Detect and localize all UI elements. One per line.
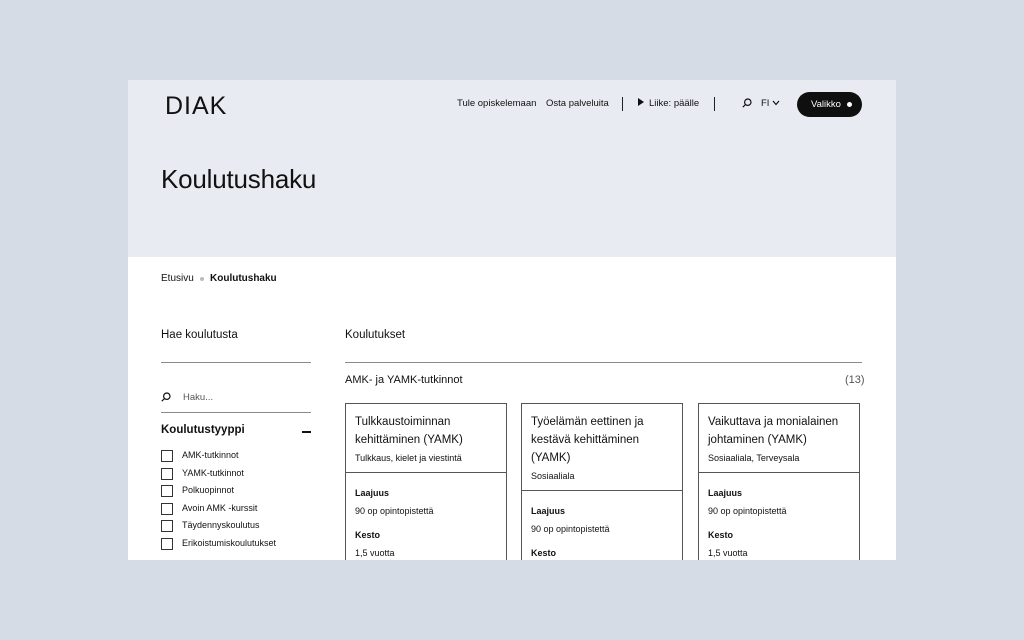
card-subtitle: Tulkkaus, kielet ja viestintä [355, 453, 462, 463]
search-input[interactable] [183, 389, 303, 405]
nav-divider [714, 97, 715, 111]
card-title-line: kehittäminen (YAMK) [355, 434, 463, 446]
duration-label: Kesto [531, 548, 557, 558]
sidebar-heading: Hae koulutusta [161, 329, 238, 341]
play-icon [637, 98, 645, 106]
card-title-line: Työelämän eettinen ja [531, 416, 644, 428]
card-subtitle: Sosiaaliala, Terveysala [708, 453, 800, 463]
nav-link-osta-palveluita[interactable]: Osta palveluita [546, 98, 609, 109]
checkbox-label[interactable]: Erikoistumiskoulutukset [182, 538, 277, 548]
card-title [355, 413, 500, 449]
scope-value: 90 op opintopistettä [355, 506, 434, 516]
duration-value: 1,5 vuotta [355, 548, 395, 558]
checkbox-label[interactable]: AMK-tutkinnot [182, 450, 239, 460]
checkbox-label[interactable]: Avoin AMK -kurssit [182, 503, 258, 513]
card-title-line: kestävä kehittäminen [531, 434, 640, 446]
breadcrumb-separator [200, 277, 204, 281]
scope-label: Laajuus [531, 506, 566, 516]
course-card[interactable] [345, 403, 507, 560]
filter-heading-koulutustyyppi[interactable]: Koulutustyyppi [161, 424, 245, 436]
chevron-down-icon [772, 100, 780, 106]
card-title-line: Tulkkaustoiminnan [355, 416, 451, 428]
menu-button-label: Valikko [811, 99, 841, 110]
nav-link-tule-opiskelemaan[interactable]: Tule opiskelemaan [457, 98, 537, 109]
breadcrumb-current: Koulutushaku [210, 273, 277, 284]
card-title [708, 413, 853, 449]
divider [345, 362, 862, 363]
duration-label: Kesto [355, 530, 381, 540]
checkbox-label[interactable]: YAMK-tutkinnot [182, 468, 244, 478]
checkbox-yamk-tutkinnot[interactable] [161, 468, 173, 480]
collapse-icon[interactable] [302, 431, 311, 433]
divider [161, 412, 311, 413]
checkbox-label[interactable]: Täydennyskoulutus [182, 520, 260, 530]
group-title: AMK- ja YAMK-tutkinnot [345, 374, 463, 386]
card-divider [346, 472, 506, 473]
checkbox-taydennyskoulutus[interactable] [161, 520, 173, 532]
checkbox-avoin-amk[interactable] [161, 503, 173, 515]
card-divider [699, 472, 859, 473]
card-title [531, 413, 676, 467]
card-title-line: Vaikuttava ja monialainen [708, 416, 839, 428]
checkbox-amk-tutkinnot[interactable] [161, 450, 173, 462]
language-selector[interactable]: FI [761, 98, 770, 109]
duration-label: Kesto [708, 530, 734, 540]
diak-logo[interactable]: DIAK [165, 92, 228, 120]
menu-button[interactable] [797, 92, 862, 117]
course-card[interactable] [521, 403, 683, 560]
nav-divider [622, 97, 623, 111]
checkbox-erikoistumiskoulutukset[interactable] [161, 538, 173, 550]
dot-icon [847, 102, 852, 107]
results-heading: Koulutukset [345, 329, 406, 341]
card-title-line: johtaminen (YAMK) [708, 434, 807, 446]
checkbox-polkuopinnot[interactable] [161, 485, 173, 497]
hero-band [128, 80, 896, 257]
scope-label: Laajuus [708, 488, 743, 498]
duration-value: 1,5 vuotta [708, 548, 748, 558]
course-card[interactable] [698, 403, 860, 560]
search-icon [161, 392, 171, 402]
search-icon[interactable] [742, 98, 752, 108]
scope-value: 90 op opintopistettä [708, 506, 787, 516]
divider [161, 362, 311, 363]
card-title-line: (YAMK) [531, 452, 571, 464]
page-title: Koulutushaku [161, 164, 317, 194]
card-divider [522, 490, 682, 491]
scope-label: Laajuus [355, 488, 390, 498]
card-subtitle: Sosiaaliala [531, 471, 575, 481]
group-count: (13) [845, 374, 865, 386]
page-frame [128, 80, 896, 560]
checkbox-label[interactable]: Polkuopinnot [182, 485, 235, 495]
scope-value: 90 op opintopistettä [531, 524, 610, 534]
breadcrumb-home[interactable]: Etusivu [161, 273, 194, 284]
motion-toggle[interactable]: Liike: päälle [649, 98, 700, 109]
